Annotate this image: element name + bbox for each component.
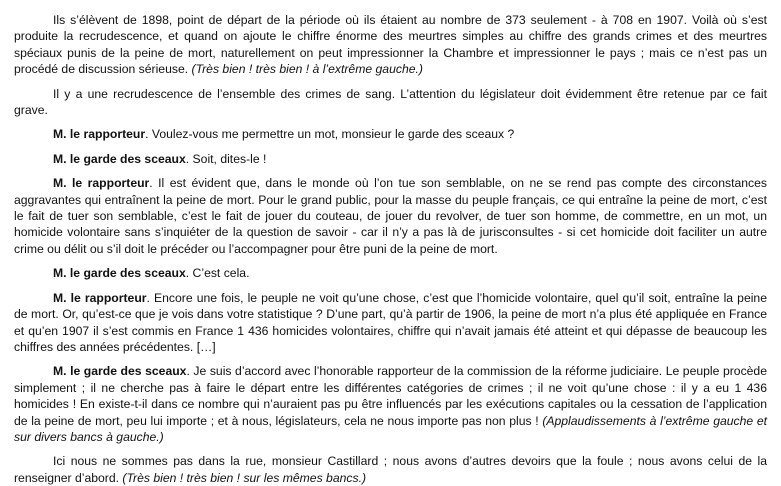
paragraph-text: Ici nous ne sommes pas dans la rue, monsieur Castillard ; nous avons d’autres devoirs que la foule ; nous avons celui de la renseigner d’abord. bbox=[14, 454, 767, 485]
paragraph-text: . C’est cela. bbox=[185, 266, 250, 281]
speaker-name: M. le rapporteur bbox=[53, 176, 150, 191]
paragraph-text: . Je suis d’accord avec l’honorable rapporteur de la commission de la réforme judiciaire. Le peuple procède simplement ; il ne cherche pas à faire le départ entre les différentes catégories de crimes ; il ne voit qu’une chose : il y a eu 1 436 homicides ! En existe-t-il dans ce nombre qui n’auraient pas pu être influencés par les exécutions capitales ou la cessation de l’application de la peine de mort, peu lui importe ; et à nous, législateurs, cela ne nous importe pas non plus ! bbox=[14, 364, 767, 428]
speaker-name: M. le rapporteur bbox=[53, 127, 146, 142]
paragraph-text: . Soit, dites-le ! bbox=[185, 151, 267, 166]
speaker-name: M. le garde des sceaux bbox=[53, 266, 186, 281]
paragraph-3 bbox=[14, 126, 767, 142]
speaker-name: M. le rapporteur bbox=[53, 290, 147, 305]
paragraph-text: . Voulez-vous me permettre un mot, monsieur le garde des sceaux ? bbox=[145, 127, 515, 142]
paragraph-text: Il y a une recrudescence de l’ensemble des crimes de sang. L’attention du législateur doit évidemment être retenue par ce fait grave. bbox=[14, 86, 767, 118]
paragraph-6 bbox=[14, 265, 767, 281]
paragraph-2 bbox=[14, 86, 767, 119]
paragraph-7 bbox=[14, 290, 767, 356]
speaker-name: M. le garde des sceaux bbox=[53, 151, 186, 166]
reaction-note: (Très bien ! très bien ! à l’extrême gauche.) bbox=[191, 62, 423, 77]
paragraph-9 bbox=[14, 453, 767, 486]
reaction-note: (Très bien ! très bien ! sur les mêmes bancs.) bbox=[122, 470, 367, 485]
paragraph-1 bbox=[14, 12, 767, 78]
reaction-note: (Applaudissements à l’extrême gauche et sur divers bancs à gauche.) bbox=[14, 413, 768, 444]
paragraph-8 bbox=[14, 363, 767, 445]
paragraph-5 bbox=[14, 175, 767, 257]
paragraph-text: . Il est évident que, dans le monde où l’on tue son semblable, on ne se rend pas compte des circonstances aggravantes qui entraînent la peine de mort. Pour le grand public, pour la masse du peuple français, ce qui entraîne la peine de mort, c’est le fait de tuer son semblable, c’est le fait de jouer du couteau, de jouer du revolver, de tuer son homme, de commettre, en un mot, un homicide volontaire sans s’inquiéter de la question de savoir - car il n’y a pas là de jurisconsultes - si cet homicide doit faciliter un autre crime ou délit ou s’il doit le précéder ou l’accompagner pour être puni de la peine de mort. bbox=[14, 176, 767, 256]
paragraph-text: Ils s’élèvent de 1898, point de départ de la période où ils étaient au nombre de 373 seulement - à 708 en 1907. Voilà où s’est produite la recrudescence, et quand on ajoute le chiffre énorme des meurtres simples au chiffre des grands crimes et des meurtres spéciaux punis de la peine de mort, naturellement on peut impressionner la Chambre et impressionner le pays ; mais ce n’est pas un procédé de discussion sérieuse. bbox=[14, 13, 767, 77]
speaker-name: M. le garde des sceaux bbox=[53, 364, 187, 379]
paragraph-4 bbox=[14, 151, 767, 167]
paragraph-text: . Encore une fois, le peuple ne voit qu’une chose, c’est que l’homicide volontaire, quel qu’il soit, entraîne la peine de mort. Or, qu’est-ce que je vois dans votre statistique ? D’une part, qu’à partir de 1906, la peine de mort n’a plus été appliquée en France et qu’en 1907 il s’est commis en France 1 436 homicides volontaires, chiffre qui n’avait jamais été atteint et qui dépasse de beaucoup les chiffres des années précédentes. […] bbox=[14, 290, 767, 354]
